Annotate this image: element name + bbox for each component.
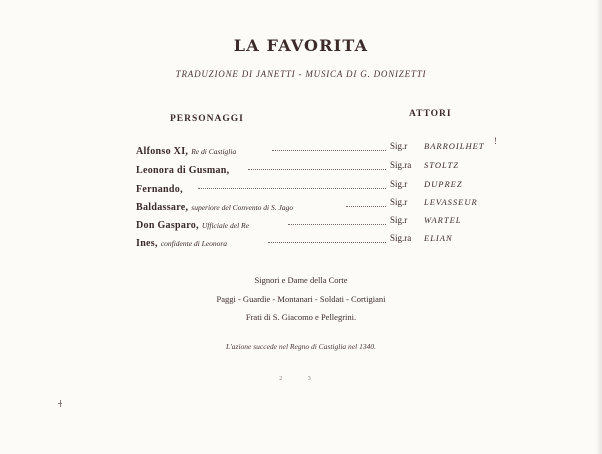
extras-line-frati: Frati di S. Giacomo e Pellegrini.	[245, 312, 357, 322]
role-name: Don Gasparo,	[136, 220, 199, 231]
role-name: Baldassare,	[136, 202, 189, 213]
role-name: Alfonso XI,	[136, 146, 189, 157]
dotted-leader	[288, 224, 386, 225]
role-name: Fernando,	[136, 184, 183, 195]
role-cell	[136, 233, 227, 251]
dotted-leader	[198, 188, 386, 189]
role-description: Ufficiale del Re	[201, 221, 249, 230]
signor-abbrev: Sig.r	[390, 215, 408, 225]
role-cell	[136, 179, 186, 197]
role-description: superiore del Convento di S. Jago	[191, 203, 294, 212]
role-description: Re di Castiglia	[191, 147, 237, 156]
dotted-leader	[268, 242, 386, 243]
actor-name: BARROILHET	[424, 141, 485, 151]
role-cell	[136, 160, 232, 178]
signora-abbrev: Sig.ra	[390, 160, 412, 170]
cast-row-gasparo	[136, 215, 508, 229]
margin-tick-cross	[58, 403, 62, 404]
personaggi-header: PERSONAGGI	[170, 114, 244, 124]
cast-row-baldassare	[136, 197, 508, 211]
page-marks: 2 3	[279, 376, 323, 382]
cast-row-fernando	[136, 179, 508, 193]
opera-subtitle: TRADUZIONE DI JANETTI - MUSICA DI G. DONIZETTI	[175, 69, 427, 79]
setting-note: L'azione succede nel Regno di Castiglia nel 1340.	[226, 342, 376, 351]
attori-header: ATTORI	[409, 109, 452, 119]
actor-name: STOLTZ	[424, 160, 459, 170]
role-cell	[136, 197, 293, 215]
cast-row-leonora	[136, 160, 508, 174]
signor-abbrev: Sig.r	[390, 179, 408, 189]
signora-abbrev: Sig.ra	[390, 233, 412, 243]
role-cell	[136, 215, 249, 233]
role-cell	[136, 141, 236, 159]
dotted-leader	[248, 169, 386, 170]
actor-name: WARTEL	[424, 215, 462, 225]
cast-row-ines	[136, 233, 508, 247]
signor-abbrev: Sig.r	[390, 141, 408, 151]
extras-line-signori: Signori e Dame della Corte	[254, 275, 348, 285]
actor-name: ELIAN	[424, 233, 453, 243]
actor-name: DUPREZ	[424, 179, 463, 189]
margin-mark: !	[494, 136, 497, 146]
role-name: Ines,	[136, 238, 158, 249]
opera-title: LA FAVORITA	[233, 36, 369, 55]
role-description: confidente di Leonora	[160, 239, 228, 248]
signor-abbrev: Sig.r	[390, 197, 408, 207]
extras-line-paggi: Paggi - Guardie - Montanari - Soldati - Cortigiani	[216, 294, 386, 304]
role-name: Leonora di Gusman,	[136, 165, 230, 176]
dotted-leader	[272, 150, 386, 151]
actor-name: LEVASSEUR	[424, 197, 478, 207]
dotted-leader	[346, 206, 386, 207]
cast-row-alfonso	[136, 141, 508, 155]
